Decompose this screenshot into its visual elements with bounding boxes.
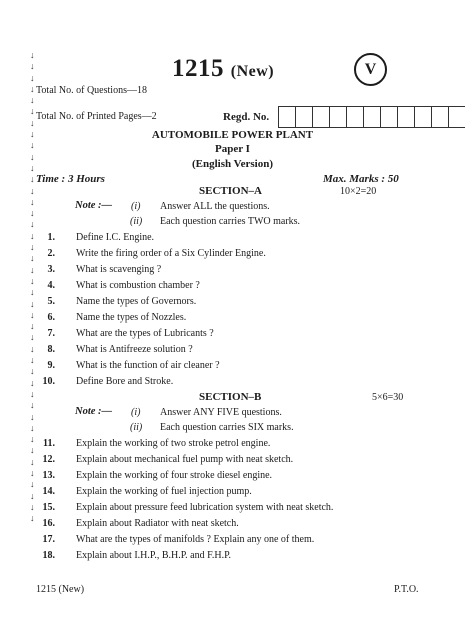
question-text: Define I.C. Engine.	[76, 232, 155, 243]
question-number: 3.	[47, 264, 55, 275]
question-text: What is the function of air cleaner ?	[76, 360, 220, 371]
question-number: 8.	[47, 344, 55, 355]
question-number: 9.	[47, 360, 55, 371]
question-text: What is Antifreeze solution ?	[76, 344, 193, 355]
question-text: Name the types of Governors.	[76, 296, 197, 307]
section-a-note-text: Answer ALL the questions.	[160, 201, 270, 212]
max-marks: Max. Marks : 50	[323, 173, 399, 185]
question-number: 15.	[42, 502, 55, 513]
paper-code-suffix: (New)	[230, 63, 275, 80]
section-b-heading: SECTION–B	[199, 391, 262, 403]
question-text: Explain about mechanical fuel pump with neat sketch.	[76, 454, 294, 465]
question-text: Explain the working of fuel injection pump.	[76, 486, 252, 497]
question-number: 2.	[47, 248, 55, 259]
question-text: What is combustion chamber ?	[76, 280, 200, 291]
section-b-note-text: Answer ANY FIVE questions.	[160, 407, 282, 418]
question-text: Explain about pressure feed lubrication system with neat sketch.	[76, 502, 334, 513]
question-text: What are the types of Lubricants ?	[76, 328, 214, 339]
question-number: 13.	[42, 470, 55, 481]
section-b-note-text: Each question carries SIX marks.	[160, 422, 294, 433]
section-b-marks: 5×6=30	[372, 392, 404, 403]
section-a-note-num: (ii)	[130, 216, 143, 227]
regd-no-label: Regd. No.	[223, 111, 270, 123]
question-text: Name the types of Nozzles.	[76, 312, 187, 323]
question-number: 10.	[42, 376, 55, 387]
question-number: 18.	[42, 550, 55, 561]
version-label: (English Version)	[192, 158, 273, 170]
question-number: 1.	[47, 232, 55, 243]
section-b-note-num: (ii)	[130, 422, 143, 433]
section-a-heading: SECTION–A	[199, 185, 262, 197]
question-text: Write the firing order of a Six Cylinder Engine.	[76, 248, 266, 259]
question-number: 5.	[47, 296, 55, 307]
question-text: Explain about I.H.P., B.H.P. and F.H.P.	[76, 550, 232, 561]
set-letter-badge: V	[354, 53, 387, 86]
question-text: Define Bore and Stroke.	[76, 376, 174, 387]
section-b-note-label: Note :—	[75, 406, 113, 417]
question-number: 6.	[47, 312, 55, 323]
question-text: Explain about Radiator with neat sketch.	[76, 518, 239, 529]
question-text: What is scavenging ?	[76, 264, 162, 275]
section-a-note-num: (i)	[131, 201, 141, 212]
question-number: 14.	[42, 486, 55, 497]
section-a-marks: 10×2=20	[340, 186, 377, 197]
exam-time: Time : 3 Hours	[36, 173, 105, 185]
section-a-note-label: Note :—	[75, 200, 113, 211]
total-questions: Total No. of Questions—18	[36, 85, 147, 96]
subject-title: AUTOMOBILE POWER PLANT	[151, 129, 314, 141]
paper-code: 1215 (New)	[172, 55, 275, 82]
question-number: 17.	[42, 534, 55, 545]
question-number: 11.	[43, 438, 55, 449]
margin-arrow-column: ↓ ↓ ↓ ↓ ↓ ↓ ↓ ↓ ↓ ↓ ↓ ↓ ↓ ↓ ↓ ↓ ↓ ↓ ↓ ↓ ↓ ↓ ↓ ↓ ↓ ↓ ↓ ↓ ↓ ↓ ↓ ↓ ↓ ↓ ↓ ↓ ↓ ↓ ↓ ↓ ↓ ↓	[30, 50, 35, 524]
question-number: 12.	[42, 454, 55, 465]
question-number: 4.	[47, 280, 55, 291]
total-printed-pages: Total No. of Printed Pages—2	[36, 111, 157, 122]
section-a-note-text: Each question carries TWO marks.	[160, 216, 301, 227]
regd-no-boxes	[278, 106, 465, 128]
question-number: 7.	[47, 328, 55, 339]
question-text: Explain the working of two stroke petrol engine.	[76, 438, 271, 449]
footer-pto: P.T.O.	[394, 584, 419, 595]
question-text: What are the types of manifolds ? Explain any one of them.	[76, 534, 315, 545]
question-text: Explain the working of four stroke diesel engine.	[76, 470, 273, 481]
section-b-note-num: (i)	[131, 407, 141, 418]
question-number: 16.	[42, 518, 55, 529]
footer-paper-code: 1215 (New)	[36, 584, 85, 595]
paper-number: Paper I	[215, 143, 250, 155]
